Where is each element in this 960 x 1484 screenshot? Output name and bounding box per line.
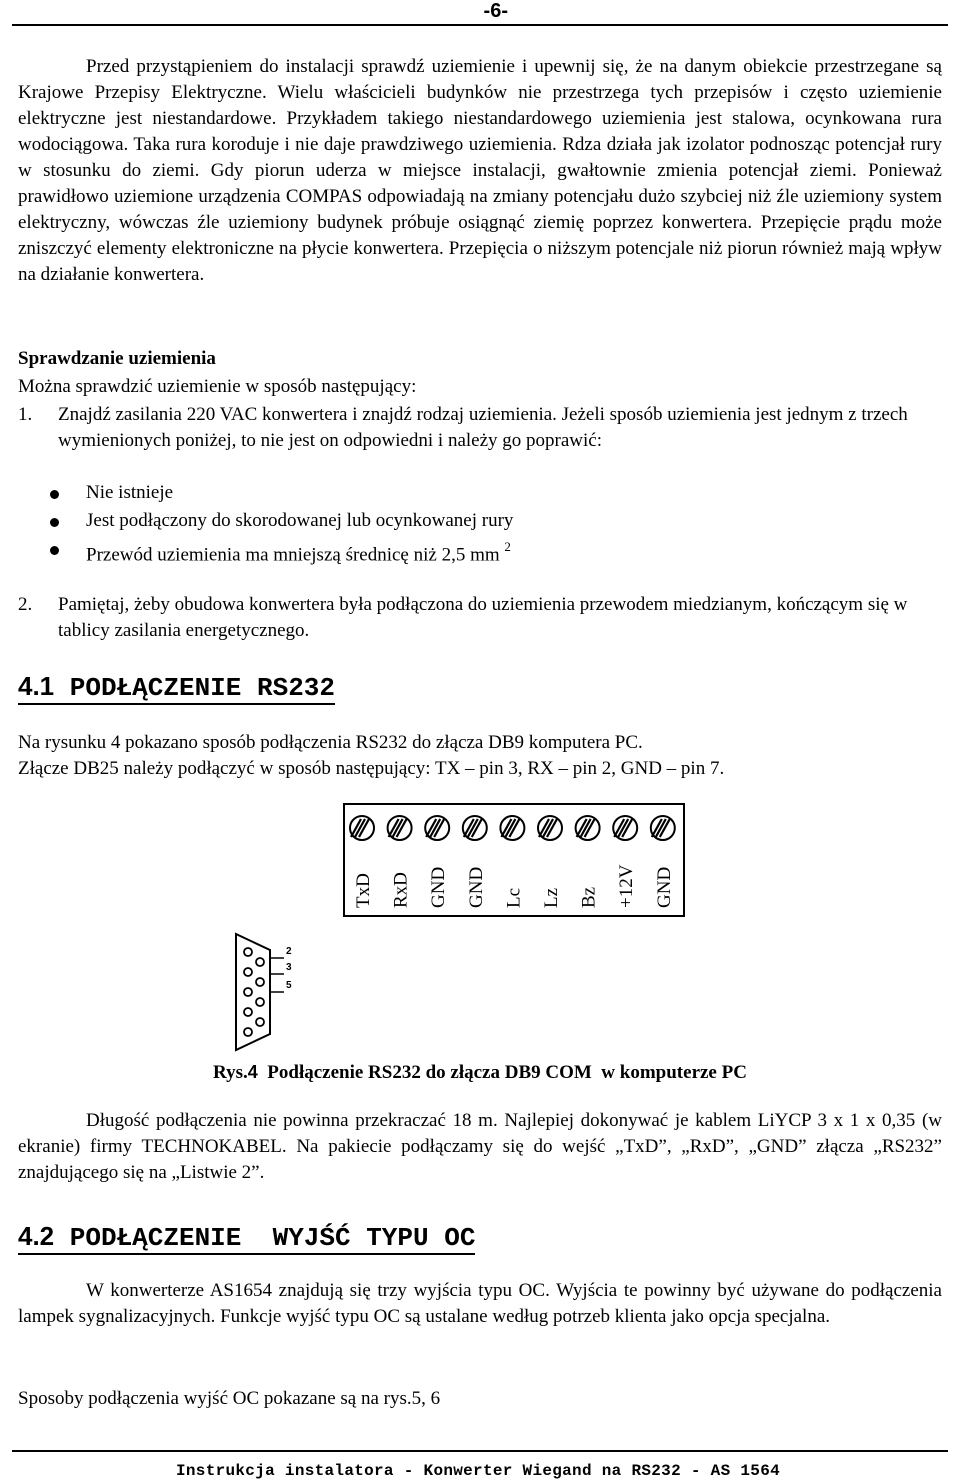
grounding-lead-block bbox=[18, 374, 942, 400]
footer-rule bbox=[12, 1450, 948, 1452]
step2-text: Pamiętaj, żeby obudowa konwertera była podłączona do uziemienia przewodem miedzianym, kończącym się w tablicy zasilania energetycznego. bbox=[58, 594, 908, 641]
grounding-lead: Można sprawdzić uziemienie w sposób następujący: bbox=[18, 376, 417, 397]
cable-note-block bbox=[18, 1108, 942, 1186]
db9-pin bbox=[244, 968, 252, 976]
caption-number: 4 bbox=[247, 1062, 258, 1082]
bullet-dot-1 bbox=[50, 490, 59, 499]
section-41-line1: Na rysunku 4 pokazano sposób podłączenia RS232 do złącza DB9 komputera PC. bbox=[18, 732, 643, 753]
section-42-note-block bbox=[18, 1386, 942, 1412]
terminal-screw-4 bbox=[463, 816, 487, 840]
bullet-item-3-text: Przewód uziemienia ma mniejszą średnicę niż 2,5 mm bbox=[86, 544, 500, 566]
section-41-title: PODŁĄCZENIE RS232 bbox=[54, 673, 336, 703]
bullet-item-3 bbox=[86, 536, 511, 568]
terminal-screw-6 bbox=[538, 816, 562, 840]
section-41-number: 4.1 bbox=[18, 671, 55, 701]
caption-text: Podłączenie RS232 do złącza DB9 COM w komputerze PC bbox=[257, 1062, 747, 1083]
terminal-label-3: GND bbox=[428, 866, 450, 908]
cable-note: Długość podłączenia nie powinna przekraczać 18 m. Najlepiej dokonywać je kablem LiYCP 3 x 1 x 0,35 (w ekranie) firmy TECHNOKABEL. Na pakiecie podłączamy się do wejść „TxD”, „RxD”, „GND” złącza „RS232” znajdującego się na „Listwie 2”. bbox=[18, 1110, 942, 1183]
figure-caption bbox=[0, 1062, 960, 1084]
intro-section bbox=[18, 54, 942, 288]
db9-pin bbox=[244, 988, 252, 996]
db9-pin-label-3: 3 bbox=[286, 962, 292, 973]
section-42-body bbox=[18, 1278, 942, 1330]
terminal-screw-5 bbox=[500, 816, 524, 840]
bullet-item-2: Jest podłączony do skorodowanej lub ocynkowanej rury bbox=[86, 510, 514, 531]
section-42-title: PODŁĄCZENIE WYJŚĆ TYPU OC bbox=[54, 1223, 476, 1253]
section-41-heading bbox=[18, 672, 942, 705]
db9-pin bbox=[244, 948, 252, 956]
terminal-label-5: Lc bbox=[503, 887, 525, 908]
terminal-label-9: GND bbox=[653, 866, 675, 908]
db9-pin bbox=[244, 1008, 252, 1016]
section-42-number: 4.2 bbox=[18, 1221, 55, 1251]
page-number: -6- bbox=[483, 0, 508, 22]
step2-number: 2. bbox=[18, 594, 33, 615]
step1-text: Znajdź zasilania 220 VAC konwertera i znajdź rodzaj uziemienia. Jeżeli sposób uziemienia jest jednym z trzech wymienionych poniżej, to nie jest on odpowiedni i należy go poprawić: bbox=[58, 404, 908, 451]
terminal-screw-2 bbox=[388, 816, 412, 840]
superscript-2: 2 bbox=[504, 539, 511, 554]
db9-pin-label-2: 2 bbox=[286, 946, 292, 957]
db9-pin bbox=[256, 998, 264, 1006]
terminal-screw-8 bbox=[613, 816, 637, 840]
bullet-dot-3 bbox=[50, 546, 59, 555]
step1-number-label: 1. bbox=[18, 404, 33, 425]
terminal-screw-1 bbox=[350, 816, 374, 840]
db9-pin bbox=[244, 1028, 252, 1036]
terminal-label-1: TxD bbox=[353, 873, 374, 908]
grounding-heading-block bbox=[18, 348, 942, 370]
terminal-label-4: GND bbox=[465, 866, 487, 908]
terminal-screws bbox=[350, 816, 675, 840]
terminal-label-7: Bz bbox=[578, 886, 600, 908]
grounding-heading: Sprawdzanie uziemienia bbox=[18, 348, 216, 369]
section-41-line2: Złącze DB25 należy podłączyć w sposób następujący: TX – pin 3, RX – pin 2, GND – pin 7. bbox=[18, 758, 725, 779]
bullet-item-1: Nie istnieje bbox=[86, 482, 174, 503]
db9-pin bbox=[256, 978, 264, 986]
footer-text: Instrukcja instalatora - Konwerter Wiegand na RS232 - AS 1564 bbox=[176, 1462, 780, 1480]
section-41-body bbox=[18, 730, 942, 782]
db9-connector-shell bbox=[236, 934, 270, 1050]
intro-paragraph: Przed przystąpieniem do instalacji sprawdź uziemienie i upewnij się, że na danym obiekcie przestrzegane są Krajowe Przepisy Elektryczne. Wielu właścicieli budynków nie przestrzega tych przepisów i często uziemienie elektryczne jest niestandardowe. Przykładem takiego niestandardowego uziemienia jest stalowa, ocynkowana rura wodociągowa. Taka rura koroduje i nie daje prawdziwego uziemienia. Rdza działa jak izolator podnosząc potencjał rury w stosunku do ziemi. Gdy piorun uderza w miejsce instalacji, gwałtownie zmienia potencjał ziemi. Ponieważ prawidłowo uziemione urządzenia COMPAS odpowiadają na zmiany potencjału dużo szybciej niż źle uziemiony system elektryczny, wówczas źle uziemiony budynek próbuje osiągnąć ziemię poprzez konwertera. Przepięcie prądu może zniszczyć elementy elektroniczne na płycie konwertera. Przepięcia o niższym potencjale niż piorun również mają wpływ na działanie konwertera. bbox=[18, 56, 942, 285]
terminal-label-6: Lz bbox=[541, 887, 562, 908]
terminal-screw-7 bbox=[576, 816, 600, 840]
rs232-connection-diagram bbox=[230, 798, 700, 1070]
terminal-label-2: RxD bbox=[390, 872, 412, 908]
db9-pin-label-5: 5 bbox=[286, 980, 292, 991]
section-42-heading bbox=[18, 1222, 942, 1255]
section-42-note: Sposoby podłączenia wyjść OC pokazane są na rys.5, 6 bbox=[18, 1388, 441, 1409]
bullet-dot-2 bbox=[50, 518, 59, 527]
terminal-label-8: +12V bbox=[616, 864, 638, 908]
terminal-screw-9 bbox=[651, 816, 675, 840]
section-42-paragraph: W konwerterze AS1654 znajdują się trzy wyjścia typu OC. Wyjścia te powinny być używane do podłączenia lampek sygnalizacyjnych. Funkcje wyjść typu OC są ustalane według potrzeb klienta jako opcja specjalna. bbox=[18, 1280, 942, 1327]
db9-pin bbox=[256, 958, 264, 966]
db9-pin bbox=[256, 1018, 264, 1026]
caption-prefix: Rys. bbox=[213, 1062, 248, 1083]
terminal-screw-3 bbox=[425, 816, 449, 840]
header-rule bbox=[12, 24, 948, 26]
